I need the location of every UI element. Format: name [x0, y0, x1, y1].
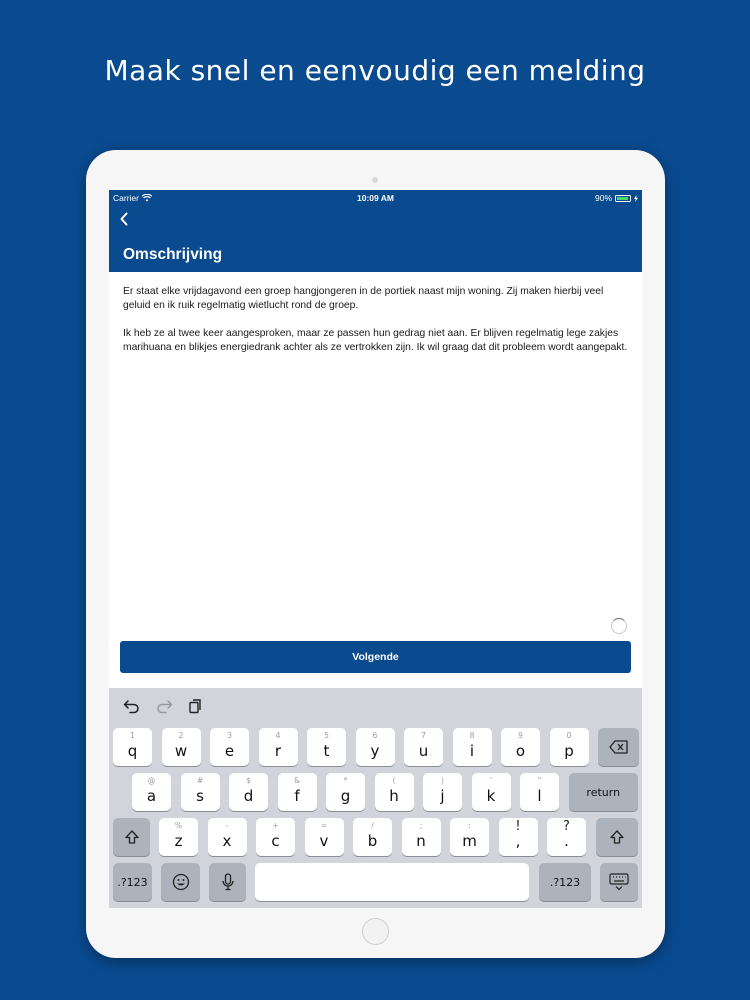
- key-y[interactable]: [356, 728, 395, 766]
- key-label: w: [174, 742, 188, 760]
- key-label: v: [319, 832, 329, 850]
- key-hint: %: [174, 821, 183, 830]
- page-title: Omschrijving: [123, 246, 223, 263]
- key-hint: ;: [419, 821, 423, 830]
- delete-key[interactable]: [598, 728, 639, 766]
- key-s[interactable]: [181, 773, 220, 811]
- key-label: i: [469, 742, 475, 760]
- key-label: .?123: [549, 875, 581, 889]
- carrier-label: Carrier: [113, 193, 139, 203]
- key-v[interactable]: [305, 818, 344, 856]
- key-hint: 2: [178, 731, 184, 740]
- description-textarea[interactable]: [123, 285, 628, 369]
- key-n[interactable]: [402, 818, 441, 856]
- key-m[interactable]: [450, 818, 489, 856]
- key-label: a: [146, 787, 157, 805]
- key-hint: 1: [130, 731, 135, 740]
- description-paragraph-2: Ik heb ze al twee keer aangesproken, maar ze passen hun gedrag niet aan. Er blijven regelmatig lege zakjes marihuana en blikjes energiedrank achter als ze vertrokken zijn. Ik wil graag dat dit probleem wordt aangepakt.: [123, 328, 628, 353]
- key-x[interactable]: [208, 818, 247, 856]
- emoji-icon: [172, 873, 190, 891]
- key-hint: 6: [372, 731, 378, 740]
- key-label: z: [174, 832, 183, 850]
- redo-icon[interactable]: [155, 698, 175, 716]
- battery-indicator: [595, 193, 638, 203]
- key-label: f: [294, 787, 300, 805]
- key-label: j: [440, 787, 445, 805]
- key-hint: 9: [518, 731, 523, 740]
- key-label: o: [515, 742, 526, 760]
- back-button[interactable]: [119, 208, 141, 230]
- key-z[interactable]: [159, 818, 198, 856]
- key-label: m: [462, 832, 477, 850]
- undo-icon[interactable]: [123, 698, 143, 716]
- key-p[interactable]: [550, 728, 589, 766]
- battery-icon: [615, 195, 631, 202]
- key-d[interactable]: [229, 773, 268, 811]
- key-e[interactable]: [210, 728, 249, 766]
- key-hint: ': [489, 776, 493, 785]
- key-q[interactable]: [113, 728, 152, 766]
- key-label: b: [367, 832, 378, 850]
- key-label: u: [418, 742, 429, 760]
- key-exclaim-comma[interactable]: [499, 818, 538, 856]
- key-o[interactable]: [501, 728, 540, 766]
- dictation-key[interactable]: [209, 863, 246, 901]
- paste-icon[interactable]: [187, 698, 207, 716]
- key-g[interactable]: [326, 773, 365, 811]
- loading-spinner-icon: [611, 618, 627, 634]
- key-label: c: [271, 832, 280, 850]
- shift-icon: [124, 829, 140, 845]
- key-hint: !: [515, 819, 521, 834]
- key-label: t: [323, 742, 330, 760]
- key-i[interactable]: [453, 728, 492, 766]
- key-hint: 0: [566, 731, 572, 740]
- key-hint: &: [294, 776, 300, 785]
- key-hint: #: [196, 776, 204, 785]
- key-b[interactable]: [353, 818, 392, 856]
- key-label: .: [564, 832, 569, 850]
- key-label: d: [243, 787, 254, 805]
- key-hint: 7: [421, 731, 426, 740]
- camera-dot: [372, 177, 378, 183]
- backspace-icon: [609, 740, 629, 754]
- key-label: e: [224, 742, 235, 760]
- microphone-icon: [222, 873, 234, 891]
- key-label: y: [370, 742, 380, 760]
- shift-icon: [609, 829, 625, 845]
- key-label: r: [274, 742, 282, 760]
- key-l[interactable]: [520, 773, 559, 811]
- key-hint: (: [392, 776, 396, 785]
- hide-keyboard-key[interactable]: [600, 863, 638, 901]
- key-label: s: [196, 787, 204, 805]
- key-label: h: [389, 787, 399, 805]
- description-paragraph-1: Er staat elke vrijdagavond een groep hangjongeren in de portiek naast mijn woning. Zij maken hierbij veel geluid en ik ruik regelmatig wietlucht rond de groep.: [123, 286, 604, 311]
- home-button[interactable]: [362, 918, 389, 945]
- key-label: x: [222, 832, 232, 850]
- key-label: p: [564, 742, 574, 760]
- emoji-key[interactable]: [161, 863, 200, 901]
- return-key[interactable]: [569, 773, 639, 811]
- key-label: ,: [515, 832, 521, 850]
- key-label: k: [486, 787, 496, 805]
- battery-fill: [617, 197, 628, 200]
- clock: 10:09 AM: [356, 193, 394, 203]
- key-k[interactable]: [472, 773, 511, 811]
- key-j[interactable]: [423, 773, 462, 811]
- nav-bar: [109, 206, 642, 272]
- chevron-left-icon: [119, 212, 129, 226]
- key-hint: 4: [275, 731, 281, 740]
- key-t[interactable]: [307, 728, 346, 766]
- key-hint: =: [320, 821, 328, 830]
- numbers-key-right[interactable]: [539, 863, 591, 901]
- key-label: l: [537, 787, 542, 805]
- key-hint: 3: [227, 731, 232, 740]
- key-hint: $: [246, 776, 251, 785]
- numbers-key-left[interactable]: [113, 863, 152, 901]
- tablet-device: [86, 150, 665, 958]
- key-hint: +: [272, 821, 279, 830]
- key-f[interactable]: [278, 773, 317, 811]
- key-label: q: [127, 742, 138, 760]
- key-a[interactable]: [132, 773, 171, 811]
- key-hint: /: [371, 821, 374, 830]
- status-bar: [109, 190, 642, 206]
- key-hint: ": [537, 776, 542, 785]
- space-bar[interactable]: [255, 863, 529, 901]
- next-button[interactable]: Volgende: [120, 641, 631, 673]
- key-hint: 5: [324, 731, 329, 740]
- key-hint: *: [343, 776, 348, 785]
- key-hint: :: [468, 821, 471, 830]
- key-hint: 8: [469, 731, 475, 740]
- key-w[interactable]: [162, 728, 201, 766]
- key-label: .?123: [117, 875, 148, 889]
- promo-headline: Maak snel en eenvoudig een melding: [104, 54, 646, 87]
- key-hint: -: [225, 821, 229, 830]
- battery-percent: 90%: [594, 193, 612, 203]
- key-label: return: [586, 785, 621, 799]
- key-label: n: [416, 832, 426, 850]
- shift-key-left[interactable]: [113, 818, 150, 856]
- charging-icon: [634, 195, 638, 202]
- key-u[interactable]: [404, 728, 443, 766]
- shift-key-right[interactable]: [596, 818, 639, 856]
- app-screen: [109, 190, 642, 908]
- on-screen-keyboard: [109, 688, 642, 908]
- key-hint: ): [441, 776, 444, 785]
- key-h[interactable]: [375, 773, 414, 811]
- key-label: g: [340, 787, 351, 805]
- key-hint: ?: [563, 819, 570, 834]
- key-hint: @: [147, 776, 156, 785]
- keyboard-shortcut-bar: [109, 688, 642, 726]
- keyboard-hide-icon: [609, 873, 629, 891]
- key-question-period[interactable]: [547, 818, 586, 856]
- key-c[interactable]: [256, 818, 295, 856]
- key-r[interactable]: [259, 728, 298, 766]
